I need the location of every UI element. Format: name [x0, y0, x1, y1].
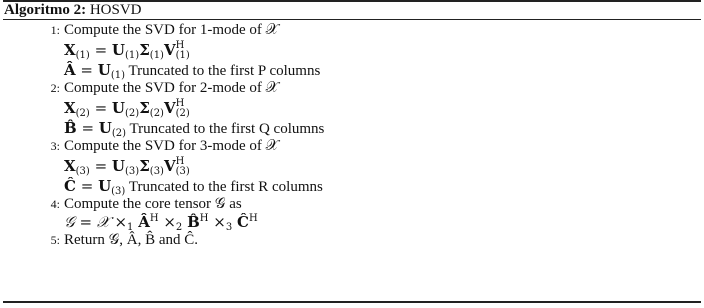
truncation-text: Truncated to the first Q columns [129, 121, 325, 137]
equation: Â = $U_{(1)}$ [64, 61, 126, 81]
step-3-truncation [0, 177, 704, 195]
step-3 [0, 137, 704, 155]
step-3-svd-equation [0, 155, 704, 177]
step-number: 2: [50, 81, 60, 95]
truncation-text: Truncated to the first P columns [128, 63, 321, 79]
step-number: 3: [50, 139, 60, 153]
bottom-rule [3, 301, 701, 303]
step-2-svd-equation [0, 97, 704, 119]
algorithm-name: HOSVD [89, 2, 142, 18]
step-number: 1: [50, 23, 60, 37]
equation: 𝒢 = 𝒳 $\times_1$ $Â^H \times_2$ B̂$^H$ $\times_3$ $Ĉ^H$ [64, 213, 258, 233]
equation: B̂ = $U_{(2)}$ [64, 119, 127, 139]
step-4-core-equation [0, 213, 704, 231]
step-4 [0, 195, 704, 213]
equation: Ĉ = $U_{(3)}$ [64, 177, 126, 197]
algorithm-title [4, 1, 142, 19]
step-1-svd-equation [0, 39, 704, 61]
truncation-text: Truncated to the first R columns [128, 179, 323, 195]
step-text: Compute the SVD for 1-mode of 𝒳 [64, 22, 279, 38]
equation: $X_{(2)} = U_{(2)}\Sigma_{(2)}V$ H (2) [64, 98, 190, 119]
step-number: 5: [50, 233, 60, 247]
step-text: Compute the SVD for 3-mode of 𝒳 [64, 138, 279, 154]
header-rule [3, 19, 701, 20]
step-2-truncation [0, 119, 704, 137]
step-5 [0, 231, 704, 249]
step-2 [0, 79, 704, 97]
algorithm-body [0, 21, 704, 249]
equation: $X_{(3)} = U_{(3)}\Sigma_{(3)}V$ H (3) [64, 156, 190, 177]
step-1-truncation [0, 61, 704, 79]
step-1 [0, 21, 704, 39]
step-text: Return 𝒢, Â, B̂ and Ĉ. [64, 232, 199, 248]
equation: $X_{(1)} = U_{(1)}\Sigma_{(1)}V$ H (1) [64, 40, 190, 61]
step-text: Compute the core tensor 𝒢 as [64, 196, 242, 212]
step-text: Compute the SVD for 2-mode of 𝒳 [64, 80, 279, 96]
algorithm-label: Algoritmo 2: [4, 2, 87, 18]
step-number: 4: [50, 197, 60, 211]
